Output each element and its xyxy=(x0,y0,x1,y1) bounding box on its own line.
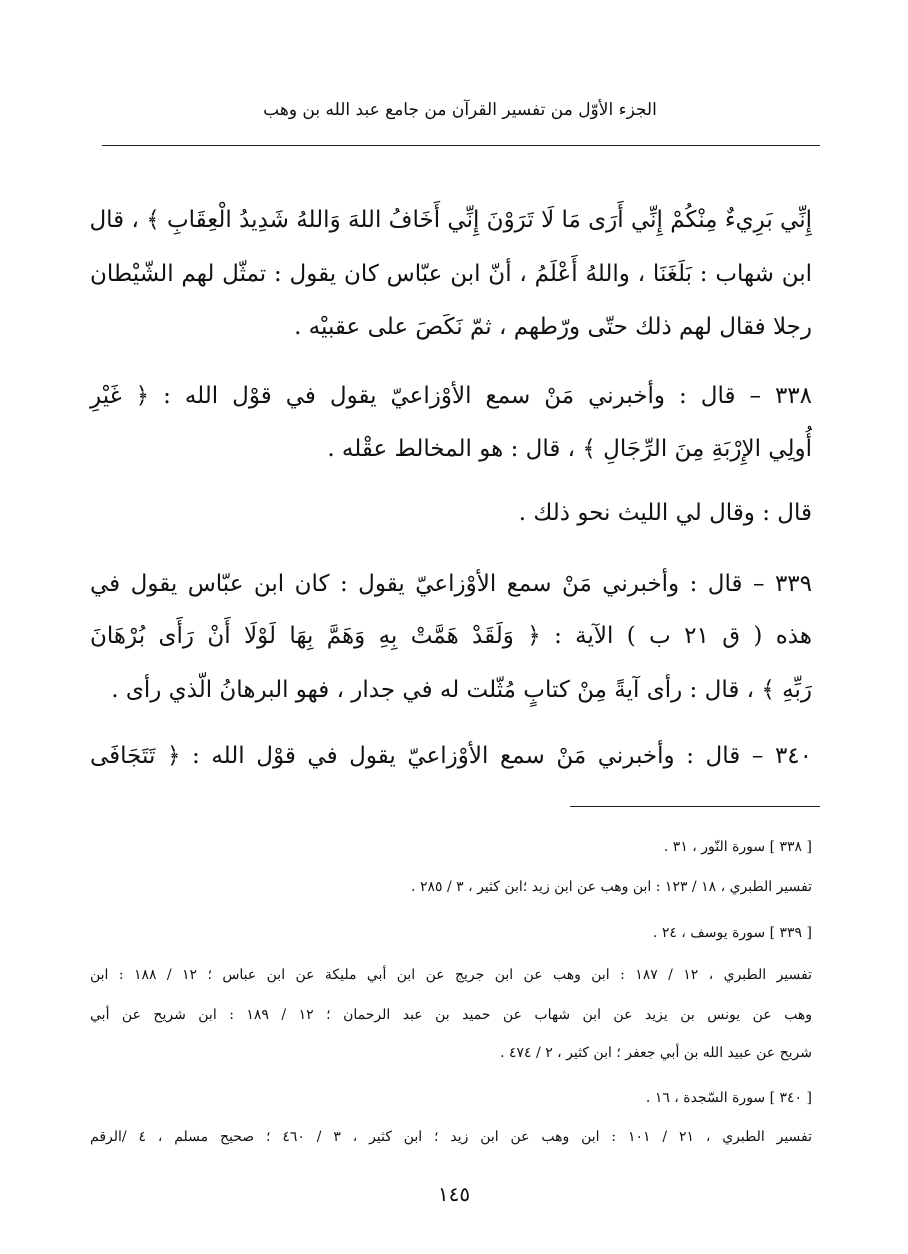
body-line: رَبِّهِ ﴾ ، قال : رأى آيةً مِنْ كتابٍ مُثّلت له في جدار ، فهو البرهانُ الّذي رأى . xyxy=(111,677,812,703)
footnote-line: تفسير الطبري ، ١٨ / ١٢٣ : ابن وهب عن ابن زيد ؛ابن كثير ، ٣ / ٢٨٥ . xyxy=(411,879,812,895)
body-line: رجلا فقال لهم ذلك حتّى ورّطهم ، ثمّ نَكَصَ على عقبيْه . xyxy=(294,314,812,340)
running-header: الجزء الأوّل من تفسير القرآن من جامع عبد الله بن وهب xyxy=(263,100,657,120)
footnote-line: [ ٣٣٨ ] سورة النّور ، ٣١ . xyxy=(663,839,812,855)
footnote-line: [ ٣٤٠ ] سورة السّجدة ، ١٦ . xyxy=(645,1090,812,1106)
footnote-line: وهب عن يونس بن يزيد عن ابن شهاب عن حميد بن عبد الرحمان ؛ ١٢ / ١٨٩ : ابن شريح عن أبي xyxy=(90,1007,813,1023)
body-line: هذه ( ق ٢١ ب ) الآية : ﴿ وَلَقَدْ هَمَّتْ بِهِ وَهَمَّ بِهَا لَوْلَا أَنْ رَأَى بُرْهَانَ xyxy=(90,623,812,649)
header-rule xyxy=(102,145,820,146)
body-line: إِنِّي بَرِيءٌ مِنْكُمْ إِنِّي أَرَى مَا لَا تَرَوْنَ إِنِّي أَخَافُ اللهَ وَاللهُ شَدِيدُ الْعِقَابِ ﴾ ، قال xyxy=(89,207,812,233)
body-line: ابن شهاب : بَلَغَنَا ، واللهُ أَعْلَمُ ، أنّ ابن عبّاس كان يقول : تمثّل لهم الشّيْطان xyxy=(90,261,812,287)
body-line: قال : وقال لي الليث نحو ذلك . xyxy=(518,500,812,526)
footnote-line: تفسير الطبري ، ١٢ / ١٨٧ : ابن وهب عن ابن جريج عن ابن أبي مليكة عن ابن عباس ؛ ١٢ / ١٨٨ : ابن xyxy=(90,967,812,983)
body-line: ٣٣٨ – قال : وأخبرني مَنْ سمع الأوْزاعيّ يقول في قوْل الله : ﴿ غَيْرِ xyxy=(90,383,812,409)
footnote-line: [ ٣٣٩ ] سورة يوسف ، ٢٤ . xyxy=(652,925,812,941)
page-number: ١٤٥ xyxy=(437,1182,471,1206)
footnote-line: شريح عن عبيد الله بن أبي جعفر ؛ ابن كثير ، ٢ / ٤٧٤ . xyxy=(500,1045,812,1061)
body-line: ٣٣٩ – قال : وأخبرني مَنْ سمع الأوْزاعيّ يقول : كان ابن عبّاس يقول في xyxy=(90,571,812,597)
footnote-line: تفسير الطبري ، ٢١ / ١٠١ : ابن وهب عن ابن زيد ؛ ابن كثير ، ٣ / ٤٦٠ ؛ صحيح مسلم ، ٤ /الرقم xyxy=(90,1129,813,1145)
body-line: ٣٤٠ – قال : وأخبرني مَنْ سمع الأوْزاعيّ يقول في قوْل الله : ﴿ تَتَجَافَى xyxy=(90,743,812,769)
body-line: أُولِي الإِرْبَةِ مِنَ الرِّجَالِ ﴾ ، قال : هو المخالط عقْله . xyxy=(327,436,812,462)
footnote-rule xyxy=(570,806,820,807)
